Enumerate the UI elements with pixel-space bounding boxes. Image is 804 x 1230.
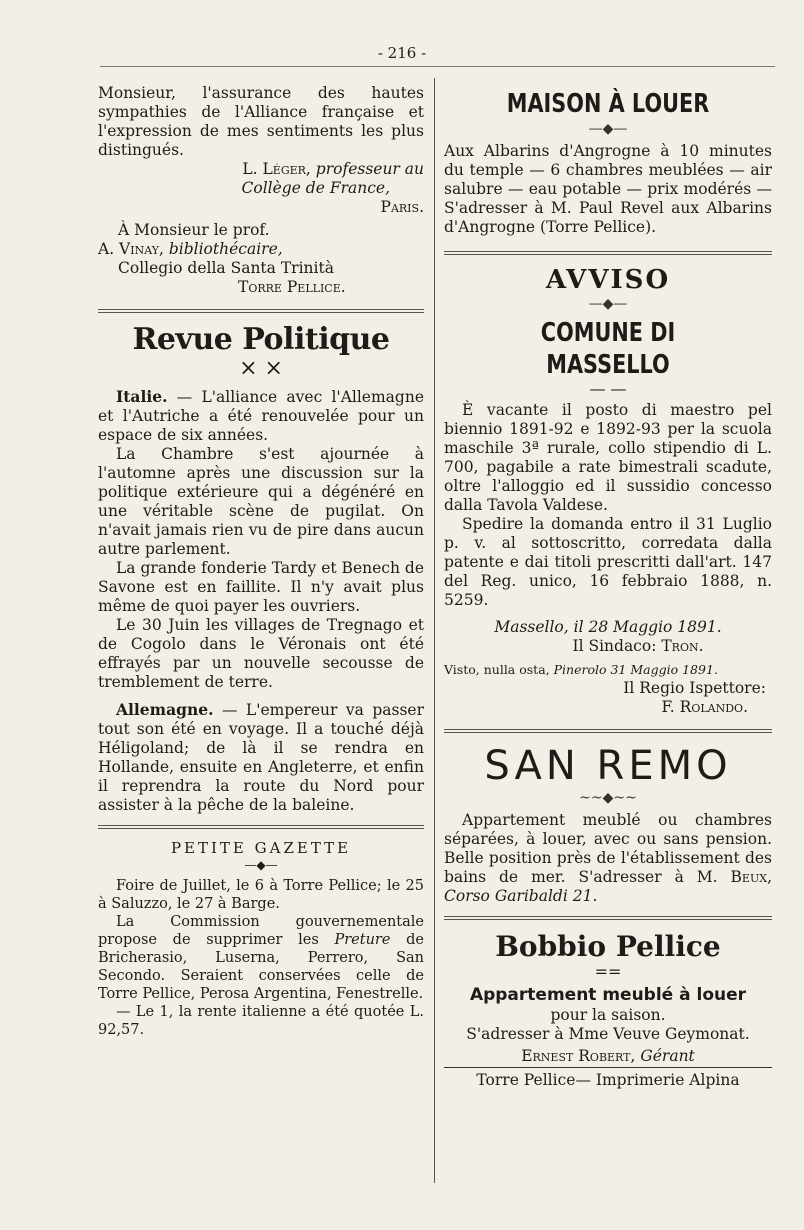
sindaco-line [444,637,772,656]
column-divider [434,78,435,1183]
revue-politique-heading: Revue Politique [132,322,390,357]
bobbio-rule [444,916,772,920]
gerant-name: Ernest Robert, [521,1047,636,1065]
maison-ornament: —◆— [588,121,628,137]
gazette-paragraph-1: Foire de Juillet, le 6 à Torre Pellice; le 25 à Saluzzo, le 27 à Barge. [98,878,424,912]
sindaco-name: Tron. [661,637,704,655]
page-number: - 216 - [377,44,427,62]
comune-mark: — — [589,379,627,398]
addressee-role: bibliothécaire, [168,240,283,258]
maison-a-louer-heading: MAISON À LOUER [506,89,710,119]
letter-closing: Monsieur, l'assurance des hautes sympathies de l'Alliance française et l'expression de mes sentiments les plus distingués. [98,84,424,159]
bobbio-pellice-heading: Bobbio Pellice [495,930,721,963]
imprimerie-line: Torre Pellice— Imprimerie Alpina [476,1071,740,1089]
gazette-rule [98,825,424,829]
maison-text: Aux Albarins d'Angrogne à 10 minutes du temple — 6 chambres meublées — air salubre — eau potable — prix modérés — S'adresser à M. Paul Revel aux Albarins d'Angrogne (Torre Pellice). [444,142,772,236]
address-line-1: À Monsieur le prof. [118,221,270,239]
gerant-role: Gérant [640,1047,695,1065]
signature-name [98,160,424,179]
gazette-ornament: —◆— [244,858,278,872]
ispettore-name: F. Rolando. [661,698,748,716]
avviso-paragraph-2: Spedire la domanda entro il 31 Luglio p. v. al sottoscritto, corredata dalla patente e dai titoli prescritti dall'art. 147 del Reg. unico, 16 febbraio 1888, n. 5259. [444,515,772,609]
gazette-text-2a: La Commission gouvernementale propose de supprimer les [98,914,424,948]
allemagne-text: — L'empereur va passer tout son été en voyage. Il a touché déjà Héligoland; de là il se rendra en Hollande, ensuite en Angleterre, et enfin il reprendra la route du Nord pour assister à la pêche de la baleine. [98,701,424,814]
avviso-ornament: —◆— [588,296,628,312]
address-line-4: Torre Pellice. [238,278,346,296]
italie-label: Italie. [116,387,168,406]
italie-text-1: — L'alliance avec l'Allemagne et l'Autriche a été renouvelée pour un espace de six années. [98,388,424,444]
page-rule [100,66,775,67]
address-line-3: Collegio della Santa Trinità [118,259,334,277]
signer-name: L. Léger, [242,160,311,178]
sanremo-ornament: ~~◆~~ [579,790,637,806]
ispettore-label: Il Regio Ispettore: [623,679,766,697]
visto-text: Visto, nulla osta, [444,662,554,677]
italie-paragraph-2: La Chambre s'est ajournée à l'automne après une discussion sur la politique extérieure qui a dégénéré en une véritable scène de pugilat. On n'avait jamais rien vu de pire dans aucun autre parlement. [98,445,424,558]
addressee-name: A. Vinay, [98,240,164,258]
sanremo-text [444,811,772,906]
section-rule [98,309,424,313]
sanremo-text-body: Appartement meublé ou chambres séparées, à louer, avec ou sans pension. Belle position près de l'établissement des bains de mer. S'adresser à M. [444,811,772,886]
address-line-2 [98,240,424,259]
avviso-rule [444,251,772,255]
italie-paragraph-4: Le 30 Juin les villages de Tregnago et de Cogolo dans le Véronais ont été effrayés par un nouvelle secousse de tremblement de terre. [98,616,424,691]
avviso-heading: AVVISO [545,265,671,295]
comune-di-massello-heading: COMUNE DI MASSELLO [540,318,676,380]
left-column [98,84,424,1039]
gazette-paragraph-2 [98,913,424,1003]
italie-paragraph-3: La grande fonderie Tardy et Benech de Savone est en faillite. Il n'y avait plus même de quoi payer les ouvriers. [98,559,424,615]
sanremo-contact-name: Beux, [730,868,772,886]
sindaco-label: Il Sindaco: [572,637,662,655]
petite-gazette-heading: PETITE GAZETTE [170,839,352,857]
appartement-contact: S'adresser à Mme Veuve Geymonat. [466,1025,750,1043]
signer-institution [98,179,424,198]
signer-city: Paris. [380,198,424,216]
sanremo-address: Corso Garibaldi 21. [444,887,598,905]
gazette-paragraph-3: — Le 1, la rente italienne a été quotée L. 92,57. [98,1004,424,1038]
signer-institution-text: Collège de France, [241,179,390,197]
gazette-text-2-italic: Preture [334,932,391,948]
bobbio-mark: == [594,962,622,981]
gazette-text-2b: de Bricherasio, Luserna, Perrero, San Secondo. Seraient conservées celle de Torre Pellice, Perosa Argentina, Fenestrelle. [98,932,424,1002]
gerant-line [444,1046,772,1068]
right-column [444,84,772,1090]
san-remo-heading: SAN REMO [484,743,732,789]
appartement-season: pour la saison. [550,1006,666,1024]
revue-mark: × × [239,356,283,381]
visto-line [444,660,772,679]
allemagne-label: Allemagne. [116,700,214,719]
allemagne-paragraph [98,700,424,815]
signer-title: professeur au [315,160,424,178]
italie-paragraph-1 [98,387,424,445]
avviso-paragraph-1: È vacante il posto di maestro pel biennio 1891-92 e 1892-93 per la scuola maschile 3ª rurale, collo stipendio di L. 700, pagabile a rate bimestrali scadute, oltre l'alloggio ed il sussidio concesso dalla Tavola Valdese. [444,401,772,514]
visto-place-date: Pinerolo 31 Maggio 1891. [553,662,718,677]
avviso-date: Massello, il 28 Maggio 1891. [494,618,722,636]
sanremo-rule [444,729,772,733]
appartement-heading: Appartement meublé à louer [469,985,747,1005]
